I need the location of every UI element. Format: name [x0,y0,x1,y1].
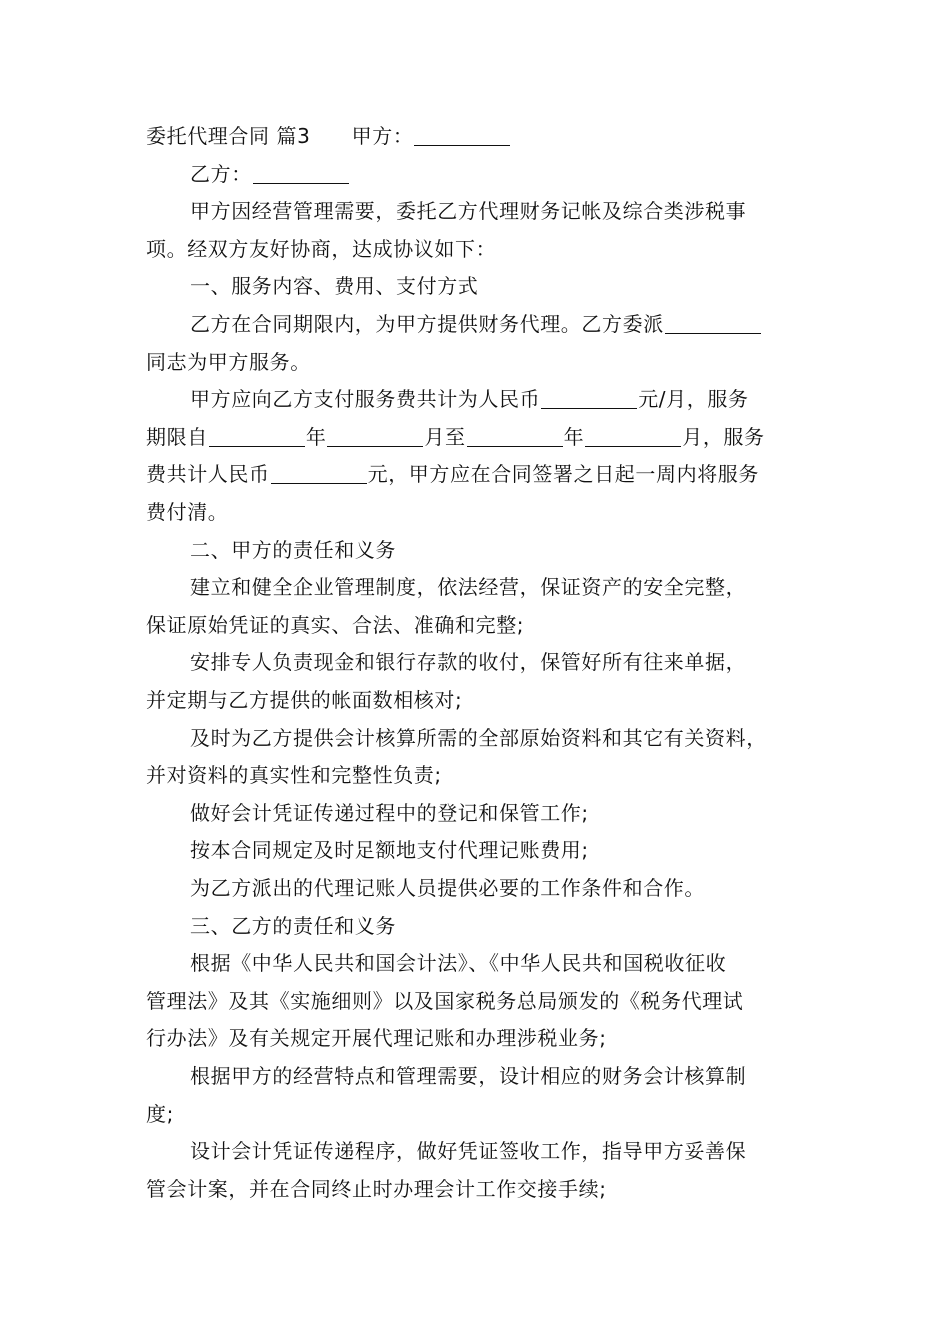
text-line [0,343,950,381]
line-text: 甲方因经营管理需要，委托乙方代理财务记帐及综合类涉税事 [190,199,747,224]
line-content [190,531,396,569]
text-line [0,493,950,531]
line-content [190,568,746,606]
line-content [190,643,746,681]
text-line [0,455,950,493]
text-line [0,869,950,907]
line-content [190,155,350,193]
fill-in-blank[interactable] [541,384,637,409]
line-content [190,192,746,230]
text-line [0,907,950,945]
text-line [0,192,950,230]
fill-in-blank[interactable] [271,459,367,484]
fill-in-blank[interactable] [665,309,761,334]
line-text: 并对资料的真实性和完整性负责; [146,763,442,788]
line-text: 年 [563,424,585,449]
text-line [0,944,950,982]
line-content [190,305,762,343]
line-text: 年 [305,424,327,449]
text-line [0,982,950,1020]
line-text: 三、乙方的责任和义务 [190,913,396,938]
text-line [0,643,950,681]
line-content [146,1170,607,1208]
fill-in-blank[interactable] [414,121,510,146]
line-text: 月至 [424,424,466,449]
fill-in-blank[interactable] [585,422,681,447]
line-content [146,756,442,794]
line-text: 行办法》及有关规定开展代理记账和办理涉税业务; [146,1026,607,1051]
text-line [0,155,950,193]
line-content [190,380,749,418]
fill-in-blank[interactable] [253,159,349,184]
line-content [146,493,228,531]
line-text: 二、甲方的责任和义务 [190,537,396,562]
line-text: 元，甲方应在合同签署之日起一周内将服务 [367,462,760,487]
line-text: 做好会计凭证传递过程中的登记和保管工作; [190,800,589,825]
line-content [190,1057,746,1095]
line-content [146,606,524,644]
line-text: 根据《中华人民共和国会计法》、《中华人民共和国税收征收 [190,951,727,976]
line-text: 安排专人负责现金和银行存款的收付，保管好所有往来单据， [190,650,747,675]
line-text: 设计会计凭证传递程序，做好凭证签收工作，指导甲方妥善保 [190,1139,747,1164]
line-content [146,681,462,719]
line-text: 管理法》及其《实施细则》以及国家税务总局颁发的《税务代理试 [146,988,744,1013]
line-text: 元/月，服务 [638,387,749,412]
line-text: 按本合同规定及时足额地支付代理记账费用; [190,838,589,863]
line-content [190,794,589,832]
text-line [0,681,950,719]
fill-in-blank[interactable] [327,422,423,447]
line-content [146,117,511,155]
text-line [0,1019,950,1057]
line-text: 同志为甲方服务。 [146,349,311,374]
line-text: 度; [146,1101,174,1126]
line-content [190,1132,746,1170]
line-text: 费付清。 [146,500,229,524]
line-text: 为乙方派出的代理记账人员提供必要的工作条件和合作。 [190,876,705,900]
text-line [0,230,950,268]
text-line [0,568,950,606]
line-text: 并定期与乙方提供的帐面数相核对; [146,688,463,712]
line-text: 期限自 [146,424,208,449]
line-text: 乙方在合同期限内，为甲方提供财务代理。乙方委派 [190,312,664,336]
line-text: 一、服务内容、费用、支付方式 [190,274,479,299]
line-content [190,869,705,907]
text-line [0,267,950,305]
text-line [0,1132,950,1170]
text-line [0,1170,950,1208]
line-content [146,982,743,1020]
fill-in-blank[interactable] [209,422,305,447]
text-line [0,1057,950,1095]
text-line [0,794,950,832]
line-text: 月，服务 [682,424,765,449]
line-text: 甲方应向乙方支付服务费共计为人民币 [190,387,541,412]
text-line [0,531,950,569]
line-text: 费共计人民币 [146,462,270,487]
line-content [146,455,759,493]
line-text: 委托代理合同 篇3 甲方： [146,124,414,148]
line-content [190,831,589,869]
line-text: 及时为乙方提供会计核算所需的全部原始资料和其它有关资料， [190,725,767,750]
line-content [146,343,311,381]
fill-in-blank[interactable] [467,422,563,447]
line-text: 管会计案，并在合同终止时办理会计工作交接手续; [146,1176,607,1201]
text-line [0,380,950,418]
text-line [0,117,950,155]
text-line [0,756,950,794]
line-content [190,907,396,945]
line-text: 建立和健全企业管理制度，依法经营，保证资产的安全完整， [190,575,747,600]
line-content [146,1095,174,1133]
line-text: 项。经双方友好协商，达成协议如下： [146,236,497,261]
line-text: 乙方： [190,161,252,186]
line-content [190,944,726,982]
line-content [190,719,767,757]
line-content [146,1019,607,1057]
text-line [0,418,950,456]
text-line [0,719,950,757]
line-text: 根据甲方的经营特点和管理需要，设计相应的财务会计核算制 [190,1064,747,1088]
text-line [0,606,950,644]
line-text: 保证原始凭证的真实、合法、准确和完整; [146,612,525,637]
line-content [146,418,765,456]
line-content [190,267,478,305]
text-line [0,1095,950,1133]
line-content [146,230,496,268]
text-line [0,305,950,343]
text-line [0,831,950,869]
